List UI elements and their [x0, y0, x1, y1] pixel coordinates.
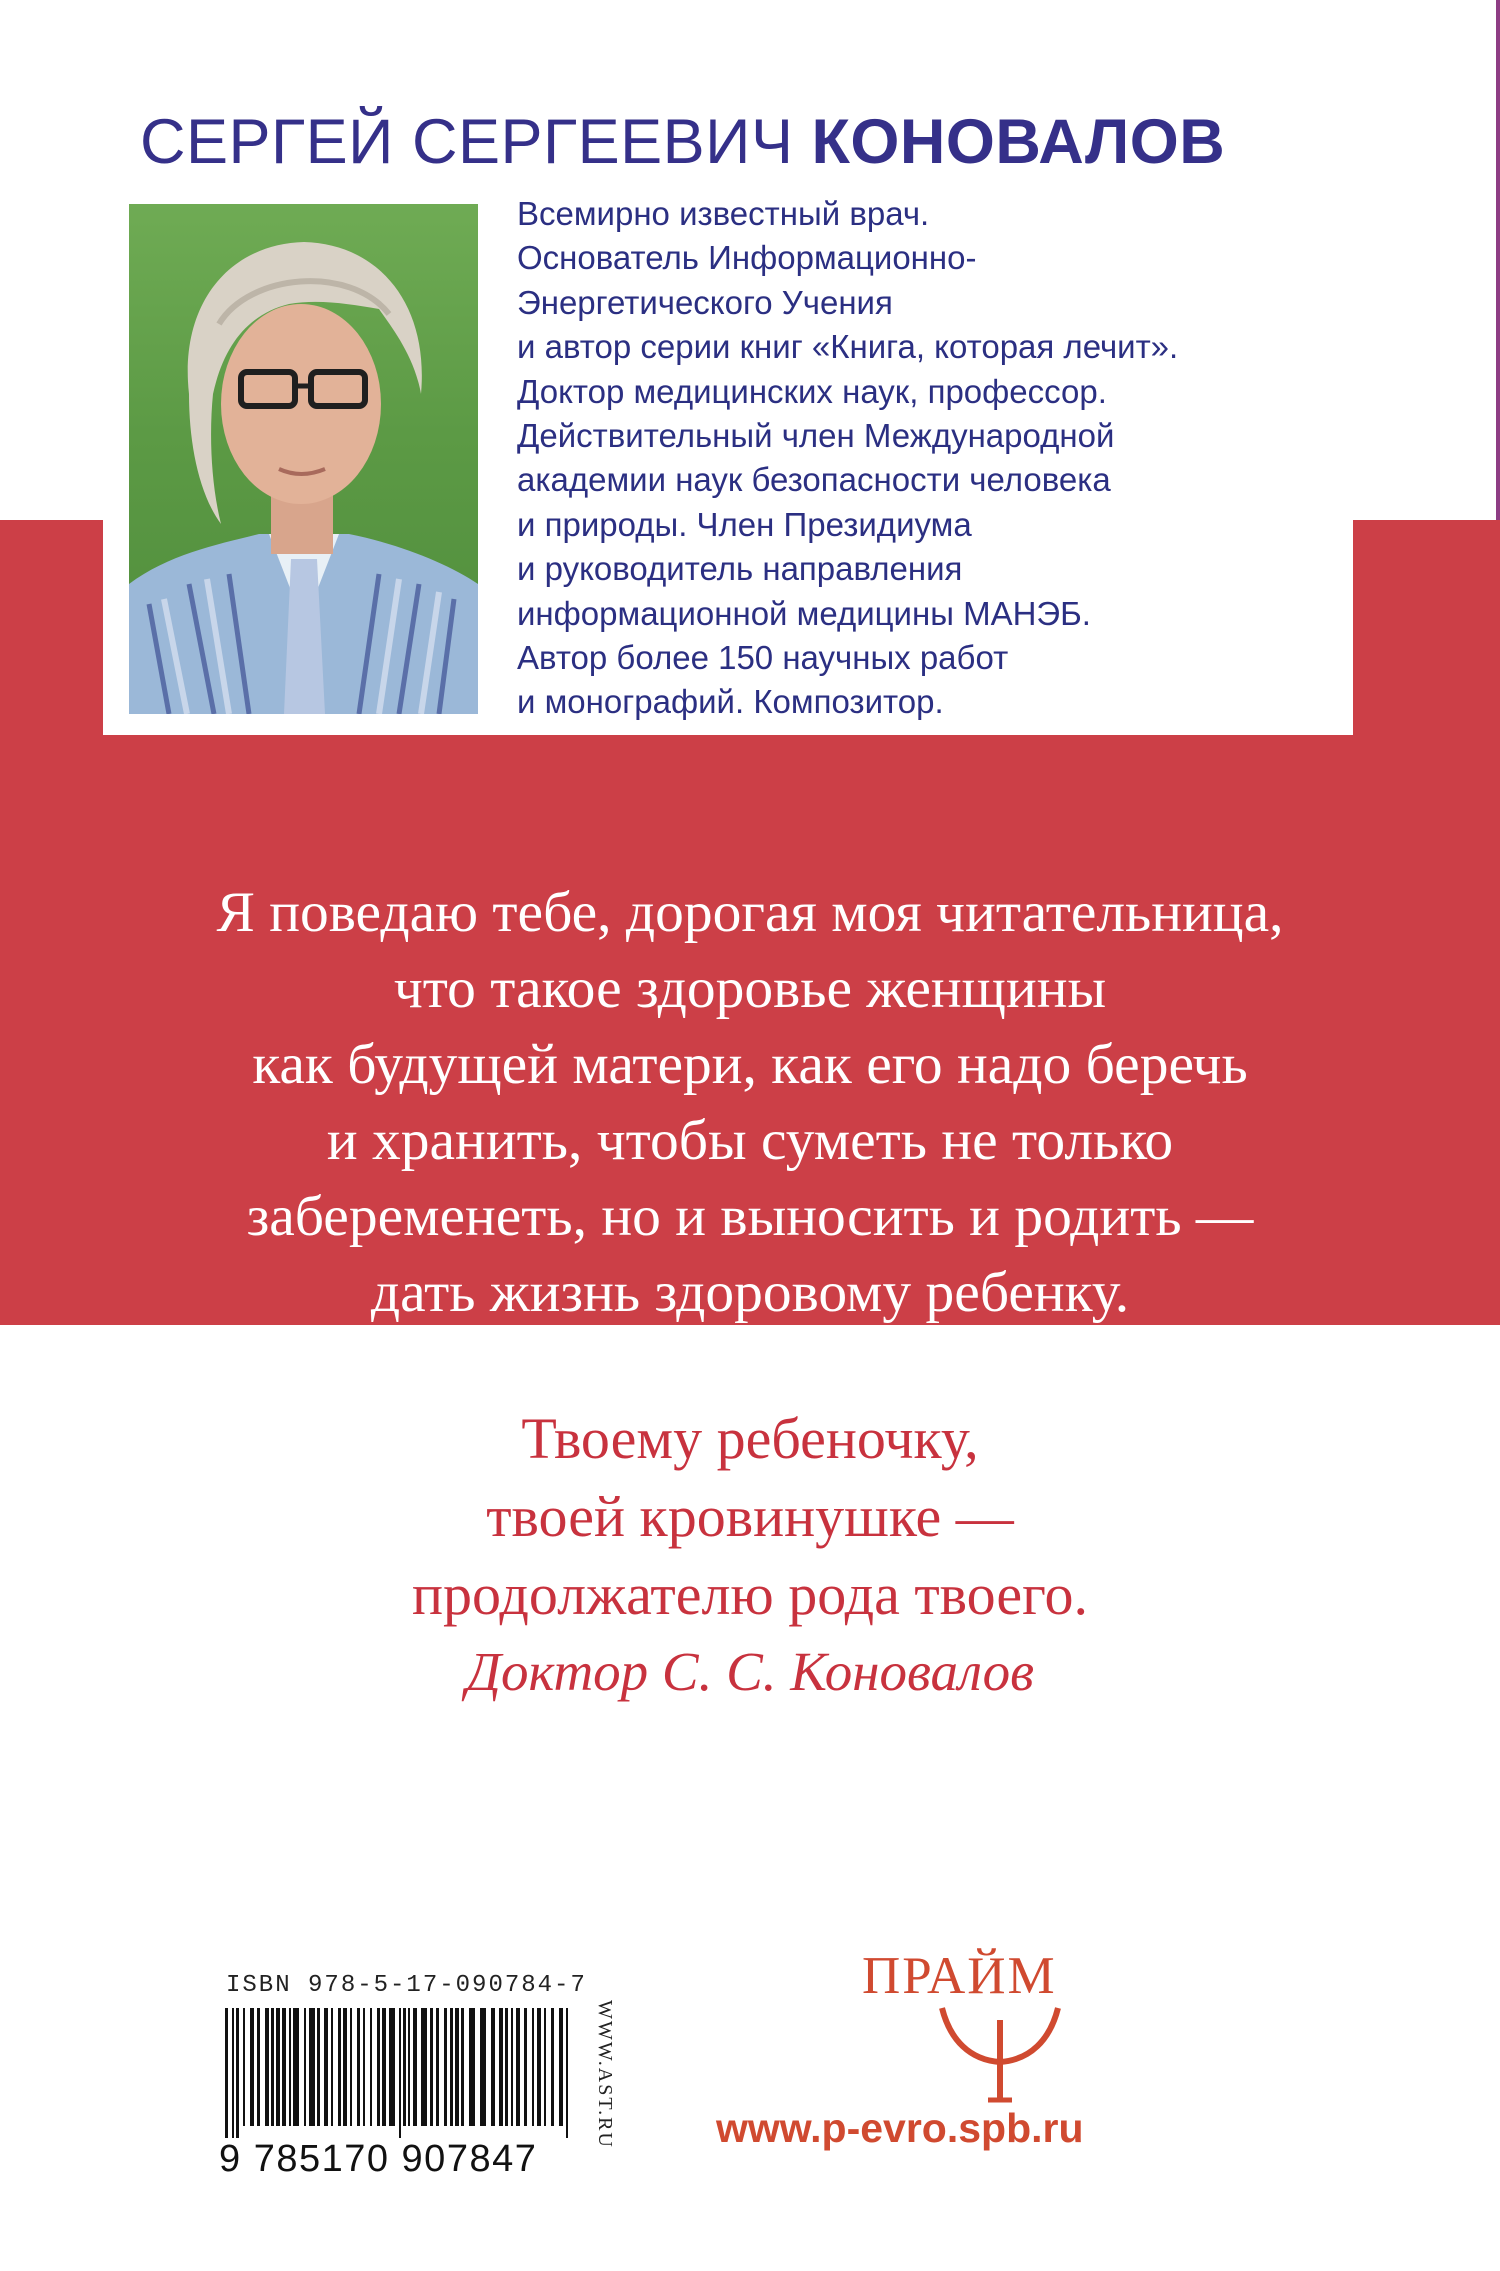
- barcode-bar: [377, 2008, 380, 2126]
- author-surname: КОНОВАЛОВ: [811, 107, 1226, 177]
- dedication-line: Твоему ребеночку,: [521, 1406, 979, 1471]
- barcode-bar: [338, 2008, 341, 2126]
- barcode-bar: [265, 2008, 269, 2126]
- spine-edge: [1496, 0, 1500, 520]
- barcode-bar: [408, 2008, 410, 2126]
- barcode-bar: [225, 2008, 228, 2138]
- barcode-bar: [461, 2008, 464, 2126]
- barcode-bar: [363, 2008, 365, 2126]
- dedication-line: продолжателю рода твоего.: [412, 1562, 1088, 1627]
- barcode-bar: [317, 2008, 320, 2126]
- barcode-bar: [505, 2008, 508, 2126]
- barcode-bar: [511, 2008, 513, 2126]
- quote-line: и хранить, чтобы суметь не только: [326, 1109, 1174, 1172]
- barcode-bar: [450, 2008, 453, 2126]
- psi-logo-icon: [930, 2000, 1070, 2110]
- barcode-bar: [370, 2008, 372, 2126]
- bio-line: Основатель Информационно-: [517, 239, 977, 277]
- bio-line: Действительный член Международной: [517, 417, 1115, 455]
- barcode-bar: [293, 2008, 299, 2126]
- bio-line: Доктор медицинских наук, профессор.: [517, 372, 1107, 410]
- quote-line: забеременеть, но и выносить и родить —: [246, 1185, 1254, 1248]
- quote-line: как будущей матери, как его надо беречь: [252, 1033, 1248, 1096]
- barcode-bar: [276, 2008, 280, 2126]
- barcode-bar: [436, 2008, 439, 2126]
- isbn-barcode: [219, 2008, 574, 2138]
- barcode-bar: [403, 2008, 406, 2126]
- barcode-bar: [430, 2008, 433, 2126]
- barcode-bar: [289, 2008, 291, 2126]
- publisher-website-url: www.p-evro.spb.ru: [716, 2105, 1084, 2151]
- barcode-bar: [524, 2008, 527, 2126]
- barcode-bar: [421, 2008, 427, 2126]
- side-website-url: WWW.AST.RU: [594, 2000, 616, 2149]
- bio-line: Автор более 150 научных работ: [517, 639, 1009, 677]
- barcode-bar: [232, 2008, 234, 2138]
- bio-line: и руководитель направления: [517, 550, 963, 588]
- author-portrait-illustration: [129, 204, 478, 714]
- barcode-bar: [532, 2008, 534, 2126]
- bio-line: Всемирно известный врач.: [517, 195, 930, 232]
- bio-line: и монографий. Композитор.: [517, 683, 944, 721]
- author-photo: [129, 204, 478, 714]
- barcode-bar: [357, 2008, 360, 2126]
- barcode-bar: [309, 2008, 315, 2126]
- barcode-bar: [257, 2008, 260, 2126]
- quote-line: что такое здоровье женщины: [393, 957, 1107, 1020]
- quote-line: дать жизнь здоровому ребенку.: [370, 1261, 1130, 1324]
- barcode-bar: [382, 2008, 386, 2126]
- barcode-bar: [455, 2008, 459, 2126]
- barcode-bar: [331, 2008, 333, 2126]
- barcode-digits: 9 785170 907847: [219, 2138, 538, 2180]
- barcode-bar: [444, 2008, 447, 2126]
- bio-line: и автор серии книг «Книга, которая лечит».: [517, 328, 1179, 366]
- barcode-bar: [499, 2008, 503, 2126]
- bio-line: информационной медицины МАНЭБ.: [517, 594, 1091, 632]
- barcode-bar: [559, 2008, 563, 2126]
- dedication-line: твоей кровинушке —: [486, 1484, 1014, 1549]
- barcode-bar: [566, 2008, 568, 2138]
- barcode-bar: [551, 2008, 554, 2126]
- barcode-bar: [544, 2008, 546, 2126]
- author-first-names: СЕРГЕЙ СЕРГЕЕВИЧ: [140, 107, 794, 177]
- barcode-bar: [516, 2008, 520, 2126]
- author-name: [140, 106, 1225, 178]
- publisher-logo-text: ПРАЙМ: [862, 1947, 1057, 2005]
- isbn-label: ISBN 978-5-17-090784-7: [226, 1972, 587, 1999]
- barcode-bar: [537, 2008, 541, 2126]
- barcode-bar: [304, 2008, 306, 2126]
- bio-line: и природы. Член Президиума: [517, 505, 972, 543]
- barcode-bar: [343, 2008, 347, 2126]
- author-bio: [517, 192, 1337, 725]
- barcode-bar: [250, 2008, 254, 2126]
- signature: Доктор С. С. Коновалов: [465, 1641, 1035, 1702]
- quote-line: Я поведаю тебе, дорогая моя читательница,: [216, 881, 1284, 944]
- bio-line: Энергетического Учения: [517, 283, 893, 321]
- barcode-bar: [243, 2008, 245, 2126]
- cover-quote: [0, 875, 1500, 1331]
- bio-line: академии наук безопасности человека: [517, 461, 1111, 499]
- barcode-bar: [480, 2008, 486, 2126]
- barcode-bar: [491, 2008, 495, 2126]
- barcode-bar: [350, 2008, 352, 2126]
- barcode-bar: [469, 2008, 475, 2126]
- dedication: [0, 1400, 1500, 1634]
- barcode-bar: [282, 2008, 286, 2126]
- barcode-bar: [271, 2008, 274, 2126]
- barcode-bar: [389, 2008, 395, 2126]
- barcode-bar: [399, 2008, 401, 2138]
- barcode-bar: [236, 2008, 239, 2138]
- barcode-bar: [324, 2008, 328, 2126]
- barcode-bar: [413, 2008, 417, 2126]
